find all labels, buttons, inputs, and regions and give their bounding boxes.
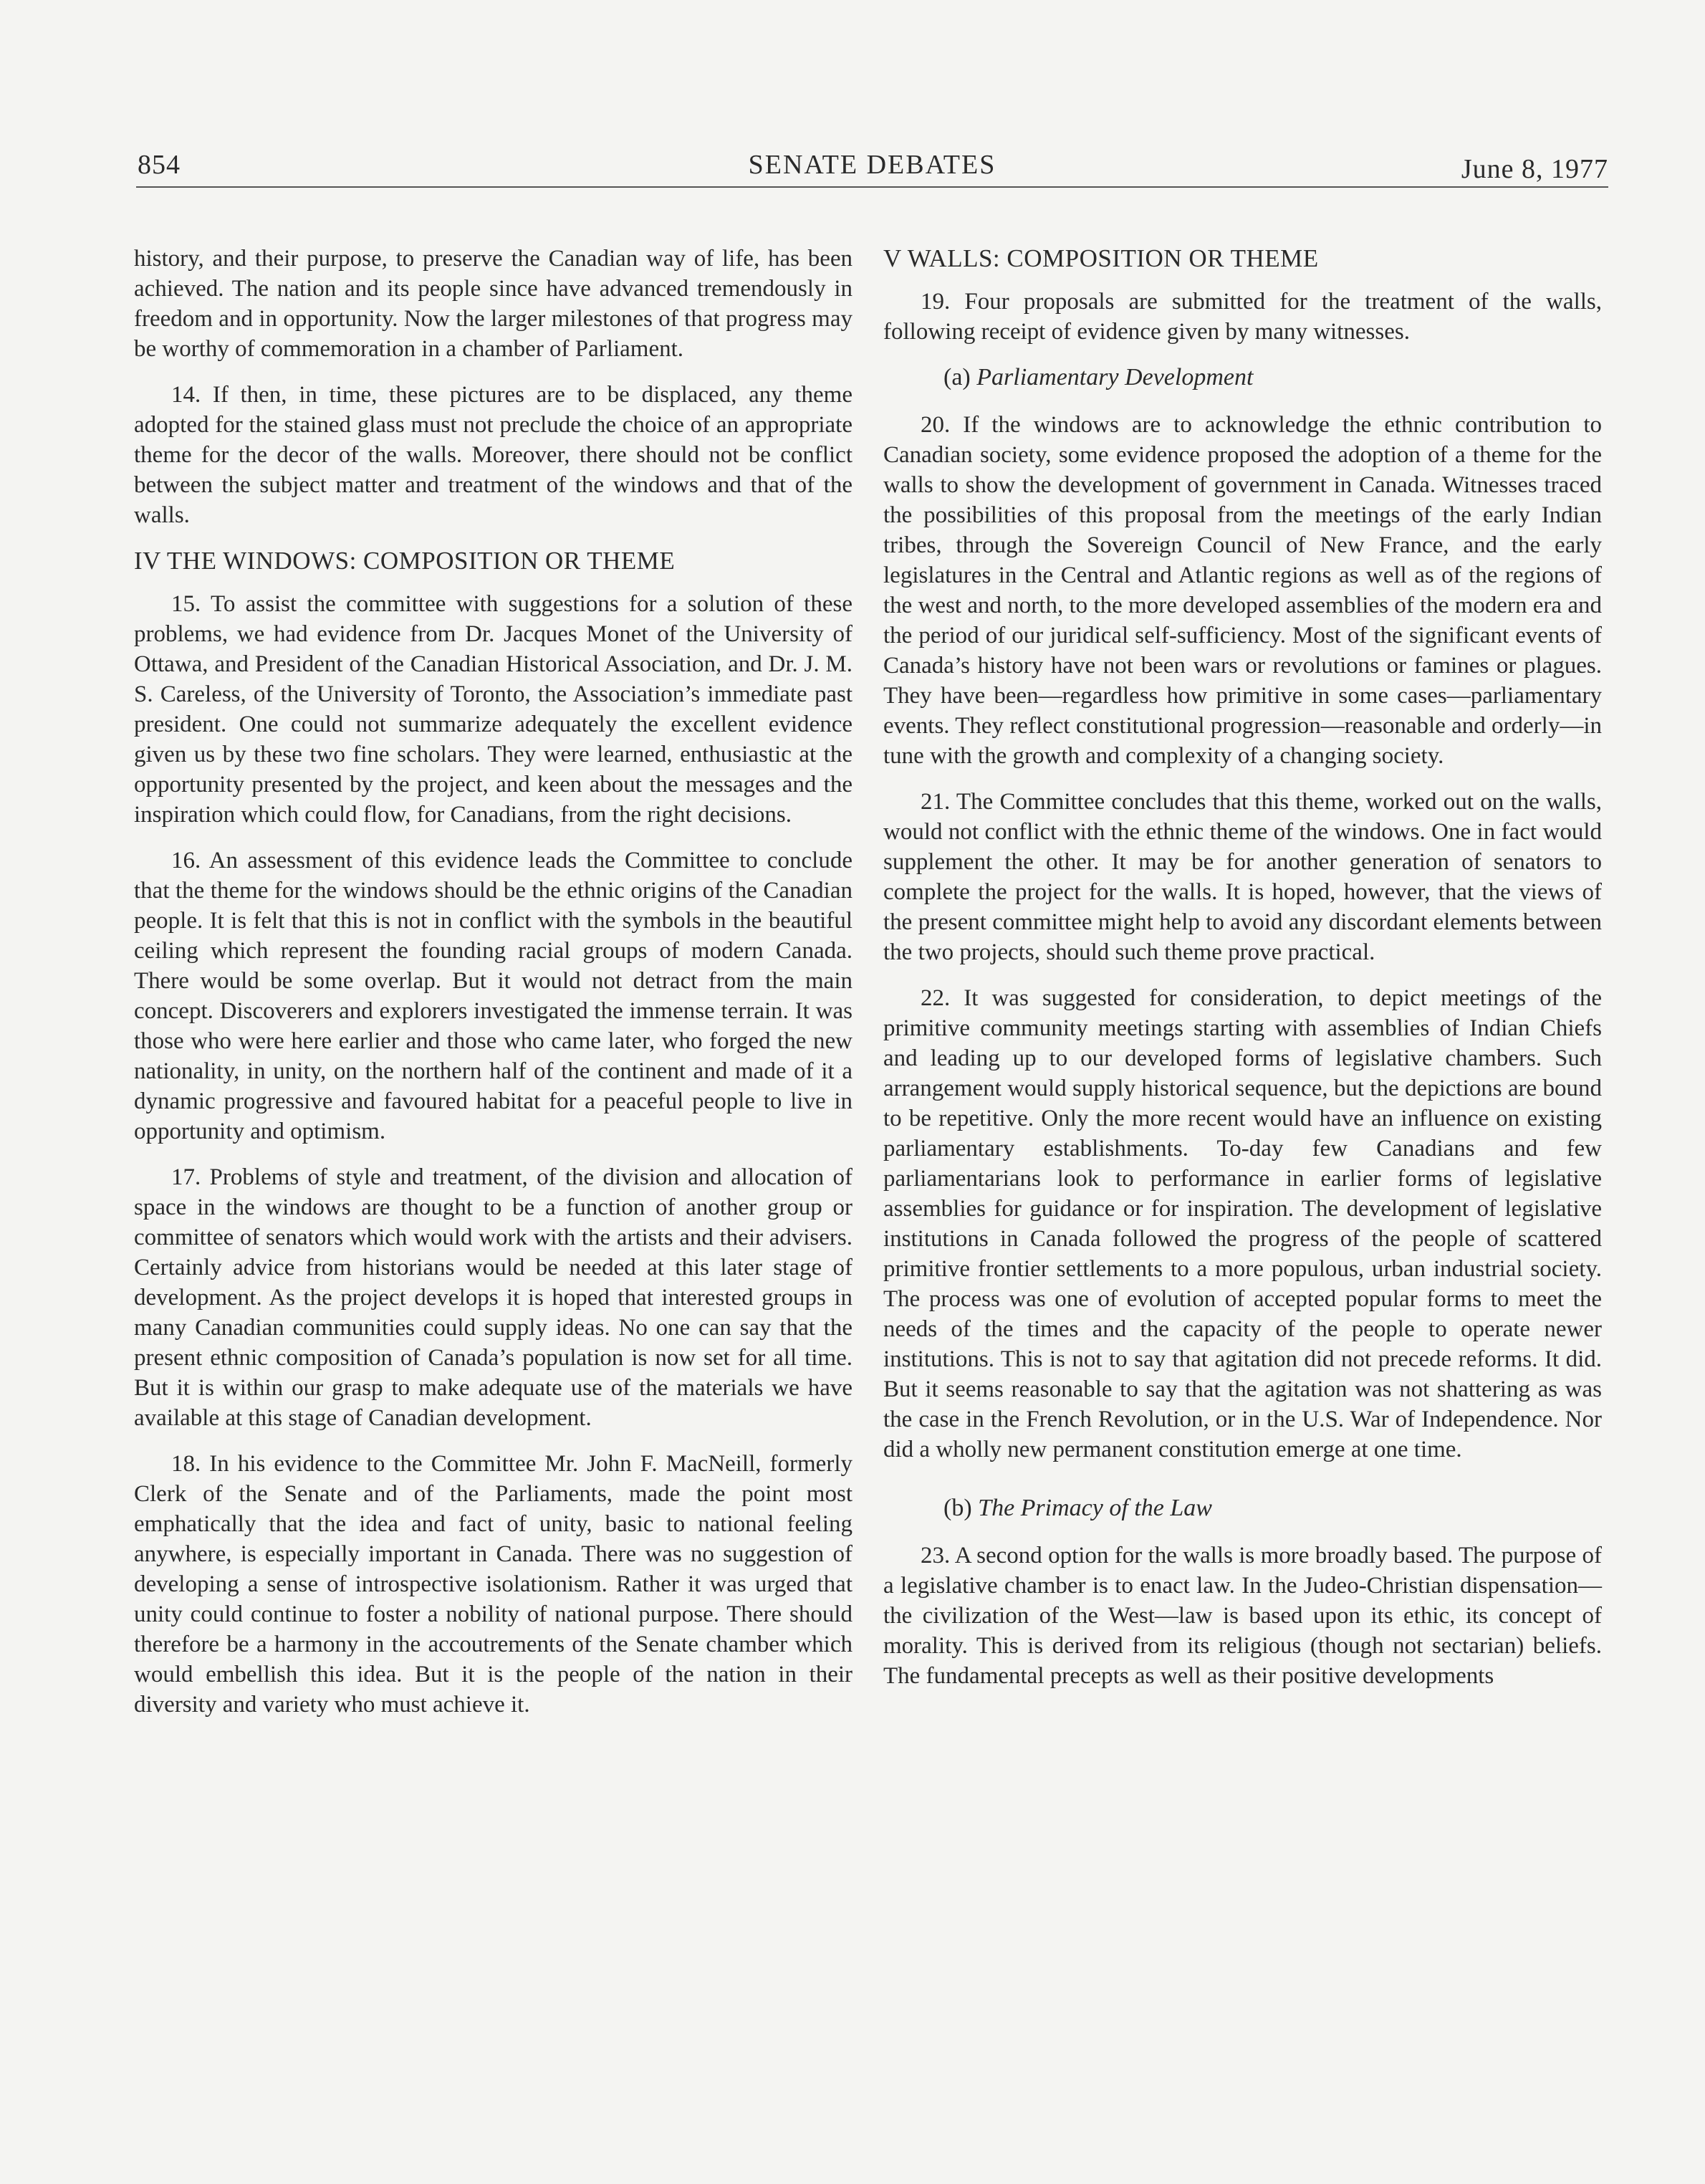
subheading-b (883, 1493, 1602, 1523)
section-heading-iv: IV THE WINDOWS: COMPOSITION OR THEME (134, 547, 676, 575)
paragraph-18: 18. In his evidence to the Committee Mr. John F. MacNeill, formerly Clerk of the Senate and of the Parliaments, made the point most emphatically that the idea and fact of unity, basic to national feeling anywhere, is especially important in Canada. There was no suggestion of developing a sense of introspective isolationism. Rather it was urged that unity could continue to foster a nobility of national purpose. There should therefore be a harmony in the accoutrements of the Senate chamber which would embellish this idea. But it is the people of the nation in their diversity and variety who must achieve it. (134, 1451, 852, 1718)
running-title: SENATE DEBATES (748, 150, 996, 180)
paragraph-17: 17. Problems of style and treatment, of the division and allocation of space in the windows are thought to be a function of another group or committee of senators which would work with the artists and their advisers. Certainly advice from historians would be needed at this later stage of development. As the project develops it is hoped that interested groups in many Canadian communities could supply ideas. No one can say that the present ethnic composition of Canada’s population is now set for all time. But it is within our grasp to make adequate use of the materials we have available at this stage of Canadian development. (134, 1164, 852, 1431)
left-column (134, 244, 852, 1735)
subheading-b-label: (b) (943, 1495, 972, 1521)
right-column (883, 244, 1602, 1707)
paragraph-22: 22. It was suggested for consideration, to depict meetings of the primitive community meetings starting with assemblies of Indian Chiefs and leading up to our developed forms of legislative chambers. Such arrangement would supply historical sequence, but the depictions are bound to be repetitive. Only the more recent would have an influence on existing parliamentary establishments. To-day few Canadians and few parliamentarians look to performance in earlier forms of legislative assemblies for guidance or for inspiration. The development of legislative institutions in Canada followed the progress of the people of scattered primitive frontier settlements to a more populous, urban industrial society. The process was one of evolution of accepted popular forms to meet the needs of the times and the capacity of the people to operate newer institutions. This is not to say that agitation did not precede reforms. It did. But it seems reasonable to say that the agitation was not shattering as was the case in the French Revolution, or in the U.S. War of Independence. Nor did a wholly new permanent constitution emerge at one time. (883, 985, 1602, 1462)
paragraph-19: 19. Four proposals are submitted for the treatment of the walls, following receipt of evidence given by many witnesses. (883, 289, 1602, 345)
paragraph-continued: history, and their purpose, to preserve the Canadian way of life, has been achieved. The nation and its people since have advanced tremendously in freedom and in opportunity. Now the larger milestones of that progress may be worthy of commemoration in a chamber of Parliament. (134, 246, 852, 362)
paragraph-14: 14. If then, in time, these pictures are to be displaced, any theme adopted for the stained glass must not preclude the choice of an appropriate theme for the decor of the walls. Moreover, there should not be conflict between the subject matter and treatment of the windows and that of the walls. (134, 382, 852, 528)
issue-date: June 8, 1977 (1461, 154, 1608, 184)
subheading-a (883, 363, 1602, 393)
paragraph-16: 16. An assessment of this evidence leads the Committee to conclude that the theme for the windows should be the ethnic origins of the Canadian people. It is felt that this is not in conflict with the symbols in the beautiful ceiling which represent the founding racial groups of modern Canada. There would be some overlap. But it would not detract from the main concept. Discoverers and explorers investigated the immense terrain. It was those who were here earlier and those who came later, who forged the new nationality, in unity, on the northern half of the continent and made of it a dynamic progressive and favoured habitat for a peaceful people to live in opportunity and optimism. (134, 848, 852, 1144)
page-header (136, 143, 1608, 188)
subheading-b-title: The Primacy of the Law (978, 1495, 1212, 1521)
subheading-a-title: Parliamentary Development (976, 364, 1254, 391)
section-heading-v: V WALLS: COMPOSITION OR THEME (883, 244, 1319, 272)
subheading-a-label: (a) (943, 364, 971, 391)
paragraph-23: 23. A second option for the walls is more broadly based. The purpose of a legislative chamber is to enact law. In the Judeo-Christian dispensation—the civilization of the West—law is based upon its ethic, its concept of morality. This is derived from its religious (though not sectarian) beliefs. The fundamental precepts as well as their positive developments (883, 1543, 1602, 1689)
paragraph-15: 15. To assist the committee with suggestions for a solution of these problems, we had evidence from Dr. Jacques Monet of the University of Ottawa, and President of the Canadian Historical Association, and Dr. J. M. S. Careless, of the University of Toronto, the Association’s immediate past president. One could not summarize adequately the excellent evidence given us by these two fine scholars. They were learned, enthusiastic at the opportunity presented by the project, and keen about the messages and the inspiration which could flow, for Canadians, from the right decisions. (134, 591, 852, 828)
paragraph-21: 21. The Committee concludes that this theme, worked out on the walls, would not conflict with the ethnic theme of the windows. One in fact would supplement the other. It may be for another generation of senators to complete the project for the walls. It is hoped, however, that the views of the present committee might help to avoid any discordant elements between the two projects, should such theme prove practical. (883, 789, 1602, 965)
page-number: 854 (138, 150, 181, 180)
paragraph-20: 20. If the windows are to acknowledge the ethnic contribution to Canadian society, some evidence proposed the adoption of a theme for the walls to show the development of government in Canada. Witnesses traced the possibilities of this proposal from the meetings of the early Indian tribes, through the Sovereign Council of New France, and the early legislatures in the Central and Atlantic regions as well as of the regions of the west and north, to the more developed assemblies of the modern era and the period of our juridical self-sufficiency. Most of the significant events of Canada’s history have not been wars or revolutions or famines or plagues. They have been—regardless how primitive in some cases—parliamentary events. They reflect constitutional progression—reasonable and orderly—in tune with the growth and complexity of a changing society. (883, 412, 1602, 769)
